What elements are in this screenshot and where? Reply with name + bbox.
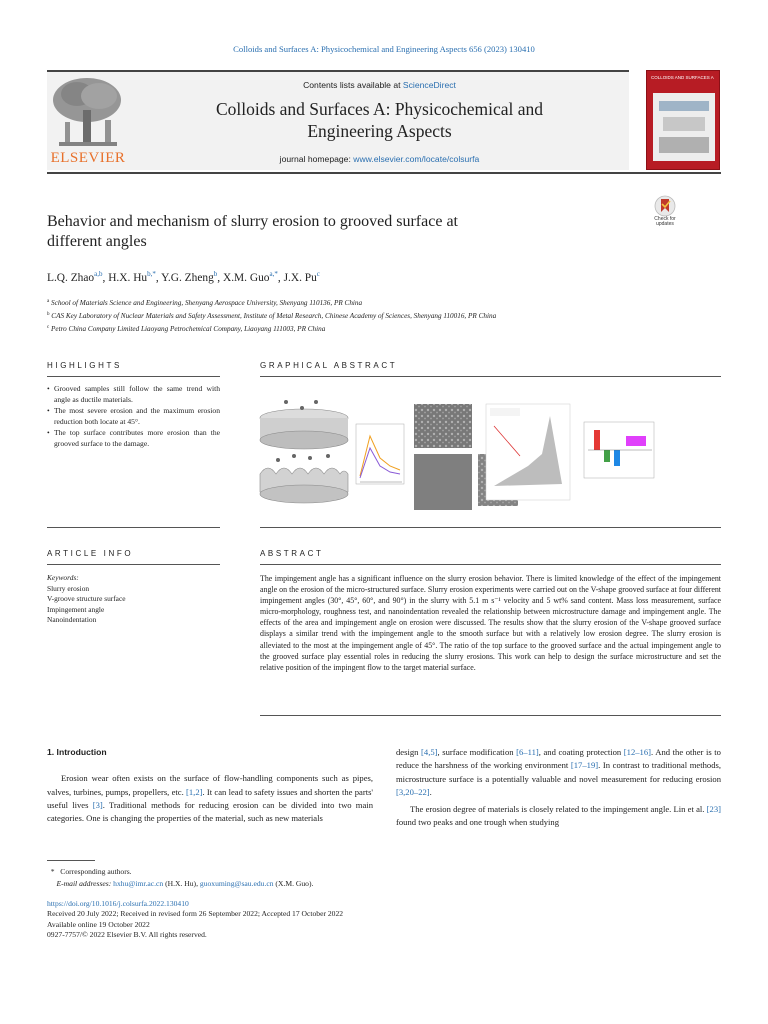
copyright: 0927-7757/© 2022 Elsevier B.V. All rights reserved. xyxy=(47,930,207,940)
email-link[interactable]: hxhu@imr.ac.cn xyxy=(113,879,164,888)
citation-link[interactable]: [23] xyxy=(706,804,721,815)
journal-cover-thumbnail[interactable] xyxy=(646,70,720,170)
doi-link[interactable]: https://doi.org/10.1016/j.colsurfa.2022.130410 xyxy=(47,899,189,908)
keyword-item: V-groove structure surface xyxy=(47,594,126,604)
author-affiliation-marker[interactable]: a,* xyxy=(269,270,278,278)
journal-title xyxy=(130,98,629,142)
introduction-column-2 xyxy=(396,746,721,830)
highlights-list xyxy=(47,384,220,449)
abstract-divider xyxy=(260,564,721,565)
citation-link[interactable]: [1,2] xyxy=(186,786,203,797)
affiliation-item xyxy=(47,296,727,309)
footnote-rule xyxy=(47,860,95,861)
keywords-block xyxy=(47,573,220,626)
check-updates-icon xyxy=(647,195,683,217)
sample-cylinders-illustration xyxy=(260,400,348,503)
author-name[interactable]: H.X. Hu xyxy=(108,272,148,284)
introduction-paragraph: The erosion degree of materials is closely related to the impingement angle. Lin et al. [23] found two peaks and one trough when studying xyxy=(396,804,721,828)
author-affiliation-marker[interactable]: b,* xyxy=(147,270,156,278)
article-title xyxy=(47,212,587,252)
citation-link[interactable]: [3,20–22] xyxy=(396,786,430,797)
check-for-updates-button[interactable] xyxy=(647,195,679,229)
author-affiliation-marker[interactable]: b xyxy=(213,270,218,278)
check-updates-label: Check for updates xyxy=(654,216,676,227)
affiliation-text: CAS Key Laboratory of Nuclear Materials and Safety Assessment, Institute of Metal Research, Chinese Academy of Sciences, Shenyang 110016, PR China xyxy=(51,312,497,320)
highlight-item: • The top surface contributes more erosion than the grooved surface to the damage. xyxy=(47,428,220,450)
erosion-rate-chart-panel xyxy=(356,424,404,484)
introduction-heading: 1. Introduction xyxy=(47,747,107,757)
affiliation-marker: c xyxy=(47,325,50,330)
email-line: E-mail addresses: hxhu@imr.ac.cn (H.X. Hu), guoxuming@sau.edu.cn (X.M. Guo). xyxy=(56,879,314,888)
homepage-prefix: journal homepage: xyxy=(279,154,351,164)
citation-link[interactable]: [17–19] xyxy=(570,760,599,771)
affiliation-item xyxy=(47,322,727,335)
affiliation-marker: a xyxy=(47,299,50,304)
introduction-column-1 xyxy=(47,746,373,825)
affiliation-text: School of Materials Science and Engineering, Shenyang Aerospace University, Shenyang 110136, PR China xyxy=(51,299,363,307)
highlight-item: • Grooved samples still follow the same trend with angle as ductile materials. xyxy=(47,384,220,406)
abstract-text: The impingement angle has a significant influence on the slurry erosion behavior. There is limited knowledge of the effect of the impingement angle on the erosion of the micro-structured surface. Slurry erosion experiments were carried out on the V-shape grooved surface at four different impingement angles (30°, 45°, 60°, and 90°) in the slurry with 5.1 m s⁻¹ velocity and 5 wt% sand content. Mass loss measurement, surface micro-morphology, roughness test, and nanoindentation revealed the relationship between microstructure damage and impingement angle. The effects of the area and impingement angle on erosion were discussed. The results show that the slurry erosion of the V-shape grooved surface displays a similar trend with the impingement angle to the smooth surface but with a relatively low erosion degree. The slurry erosion is alleviated to the most at the impingement angle of 45°. The ratio of the top surface to the grooved surface and the actual impingement angle to the grooved surface play essential roles in reducing the slurry erosions. This work can help to design the surface microstructure and set the relative position of the impingent flow to the target material surface. xyxy=(260,574,721,672)
affiliation-marker: b xyxy=(47,312,50,317)
article-info-heading: ARTICLE INFO xyxy=(47,549,134,558)
journal-homepage-line xyxy=(130,154,629,164)
keyword-item: Impingement angle xyxy=(47,604,105,614)
publication-info xyxy=(47,899,547,941)
author-separator: , xyxy=(277,272,284,284)
bar-chart-panel xyxy=(584,422,654,478)
header-divider xyxy=(47,172,721,174)
email-link[interactable]: guoxuming@sau.edu.cn xyxy=(199,879,274,888)
citation-link[interactable]: [4,5] xyxy=(421,747,438,757)
highlights-end-divider xyxy=(47,527,220,528)
citation-link[interactable]: [6–11] xyxy=(516,747,539,757)
author-list xyxy=(47,270,320,284)
introduction-paragraph-continued: design [4,5], surface modification [6–11], and coating protection [12–16]. And the other is to reduce the harshness of the working environment [17–19]. In contrast to traditional methods, microstructure surface is a potentially valuable and novel measurement for reducing erosion [3,20–22]. xyxy=(396,747,721,797)
elsevier-wordmark: ELSEVIER xyxy=(50,150,126,166)
abstract-heading: ABSTRACT xyxy=(260,549,324,558)
affiliation-list xyxy=(47,296,727,335)
author-affiliation-marker[interactable]: a,b xyxy=(94,270,103,278)
impingement-schematic xyxy=(486,404,570,500)
keywords-label: Keywords: xyxy=(47,573,79,582)
article-info-divider xyxy=(47,564,220,565)
cover-image xyxy=(653,93,715,161)
abstract-end-divider xyxy=(260,715,721,716)
keyword-item: Slurry erosion xyxy=(47,583,90,593)
cover-title: COLLOIDS AND SURFACES A xyxy=(651,75,714,80)
corresponding-author-footnote xyxy=(47,866,547,890)
highlight-item: • The most severe erosion and the maximum erosion reduction both locate at 45°. xyxy=(47,406,220,428)
citation-link[interactable]: [12–16] xyxy=(623,747,651,757)
graphical-abstract-divider xyxy=(260,376,721,377)
journal-citation-link[interactable]: Colloids and Surfaces A: Physicochemical and Engineering Aspects 656 (2023) 130410 xyxy=(233,44,535,54)
available-online: Available online 19 October 2022 xyxy=(47,919,150,929)
introduction-paragraph: Erosion wear often exists on the surface of flow-handling components such as pipes, valves, turbines, pumps, propellers, etc. [1,2]. It can lead to safety issues and shorten the parts' useful lives [3]. Traditional methods for reducing erosion can be divided into two main categories. One is changing the properties of the material, such as new materials xyxy=(47,773,373,824)
author-name[interactable]: L.Q. Zhao xyxy=(47,272,95,284)
graphical-abstract-figure[interactable] xyxy=(258,396,726,514)
contents-prefix: Contents lists available at xyxy=(303,80,401,90)
sciencedirect-link[interactable]: ScienceDirect xyxy=(402,80,456,90)
affiliation-text: Petro China Company Limited Liaoyang Petrochemical Company, Liaoyang 111003, PR China xyxy=(51,325,326,333)
author-name[interactable]: J.X. Pu xyxy=(283,272,317,284)
article-title-line2: different angles xyxy=(47,233,147,250)
journal-title-line2: Engineering Aspects xyxy=(307,121,452,141)
author-affiliation-marker[interactable]: c xyxy=(316,270,320,278)
article-title-line1: Behavior and mechanism of slurry erosion to grooved surface at xyxy=(47,213,458,230)
journal-title-line1: Colloids and Surfaces A: Physicochemical and xyxy=(215,99,544,119)
author-separator: , xyxy=(102,272,109,284)
graphical-abstract-end-divider xyxy=(260,527,721,528)
received-dates: Received 20 July 2022; Received in revised form 26 September 2022; Accepted 17 October 2022 xyxy=(47,909,344,919)
author-name[interactable]: X.M. Guo xyxy=(222,272,270,284)
highlights-divider xyxy=(47,376,220,377)
affiliation-item xyxy=(47,309,727,322)
contents-line xyxy=(130,80,629,90)
citation-link[interactable]: [3] xyxy=(92,799,103,810)
author-separator: , xyxy=(155,272,162,284)
highlights-heading: HIGHLIGHTS xyxy=(47,361,122,370)
homepage-link[interactable]: www.elsevier.com/locate/colsurfa xyxy=(353,154,480,164)
author-name[interactable]: Y.G. Zheng xyxy=(161,272,214,284)
corresponding-line: * Corresponding authors. xyxy=(50,867,132,876)
author-separator: , xyxy=(217,272,223,284)
graphical-abstract-heading: GRAPHICAL ABSTRACT xyxy=(260,361,398,370)
keyword-item: Nanoindentation xyxy=(47,615,97,625)
